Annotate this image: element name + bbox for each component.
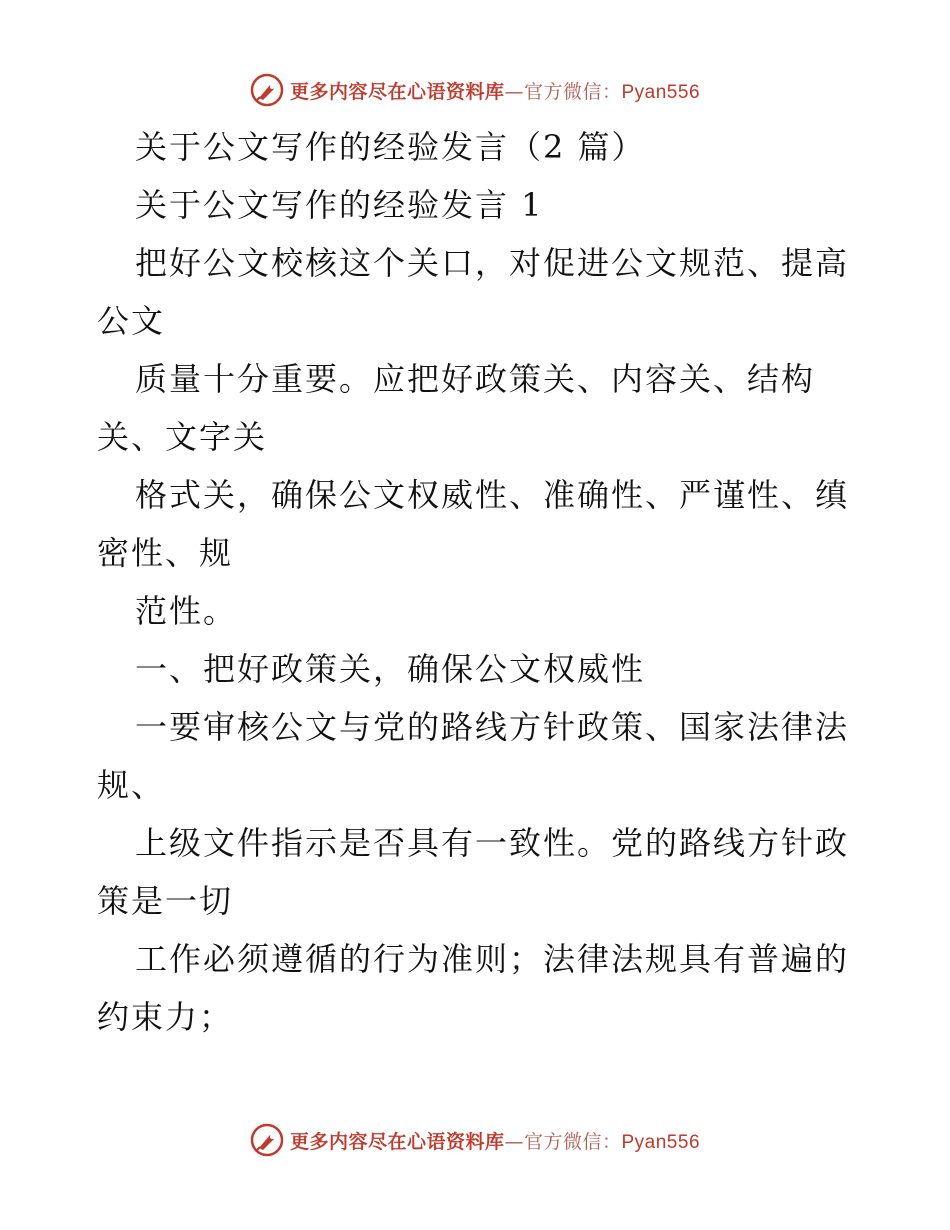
text-line: 一、把好政策关，确保公文权威性 [135,650,646,688]
document-body [97,118,857,1046]
text-line: 范性。 [135,592,238,630]
text-line: 关、文字关 [97,418,268,456]
watermark-site: 更多内容尽在心语资料库 [289,1130,505,1153]
text-line: 格式关，确保公文权威性、准确性、严谨性、缜 [135,476,850,514]
watermark-label: 官方微信： [523,1130,622,1153]
text-line: 质量十分重要。应把好政策关、内容关、结构 [135,360,816,398]
header-watermark [0,70,950,110]
watermark-id: Pyan556 [621,81,701,103]
text-line: 把好公文校核这个关口，对促进公文规范、提高 [135,244,850,282]
text-line: 关于公文写作的经验发言（2 篇） [135,128,646,166]
text-line: 规、 [97,766,166,804]
text-line: 策是一切 [97,882,234,920]
text-line: 工作必须遵循的行为准则；法律法规具有普遍的 [135,940,850,978]
pen-nib-logo-icon [250,73,284,107]
watermark-id: Pyan556 [621,1131,701,1153]
text-line: 密性、规 [97,534,234,572]
watermark-label: 官方微信： [523,80,622,103]
watermark-text [290,77,700,104]
text-line: 公文 [97,302,166,340]
text-line: 上级文件指示是否具有一致性。党的路线方针政 [135,824,850,862]
watermark-dash: — [504,1130,524,1153]
watermark-dash: — [504,80,524,103]
pen-nib-logo-icon [250,1123,284,1157]
footer-watermark [0,1120,950,1160]
text-line: 关于公文写作的经验发言 1 [135,186,544,224]
text-line: 一要审核公文与党的路线方针政策、国家法律法 [135,708,850,746]
watermark-site: 更多内容尽在心语资料库 [289,80,505,103]
text-line: 约束力； [97,998,234,1036]
watermark-text [290,1127,700,1154]
